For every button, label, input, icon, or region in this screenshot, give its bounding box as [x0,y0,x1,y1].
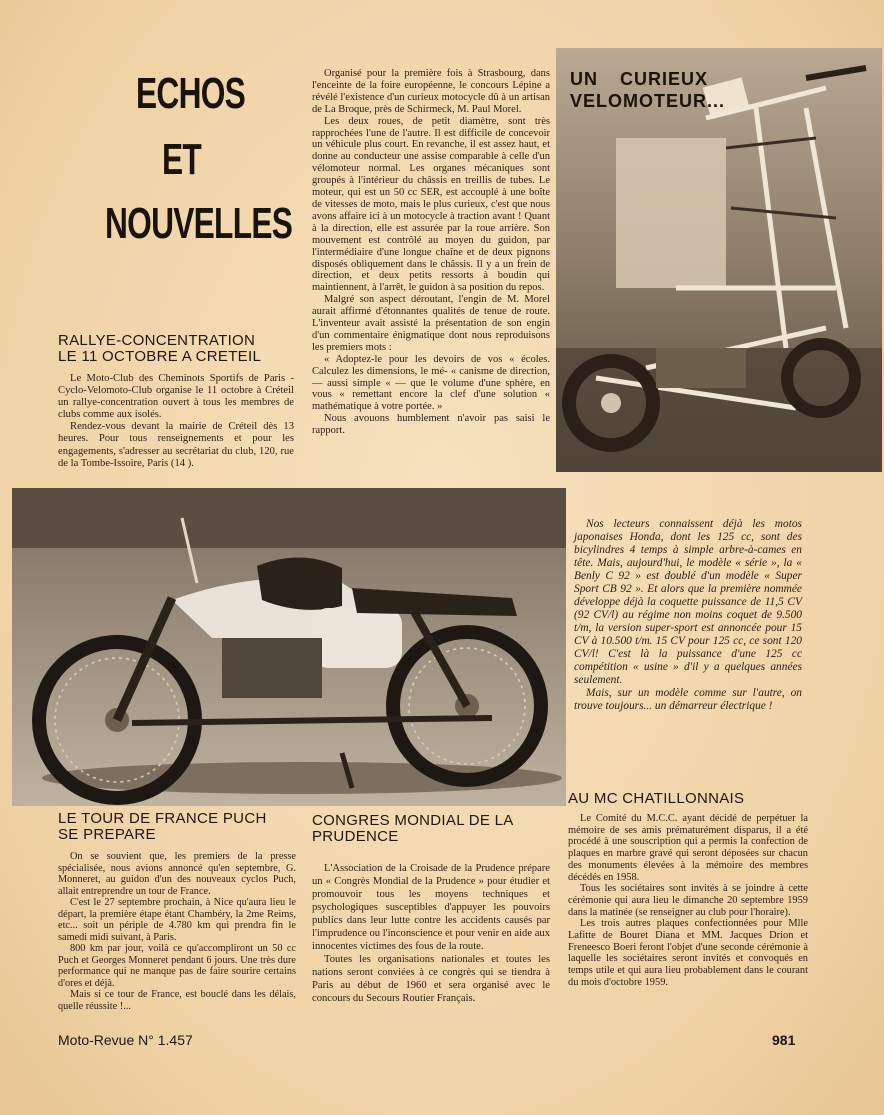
honda-photo [12,488,566,806]
congres-heading [312,813,552,845]
puch-paragraph: 800 km par jour, voilà ce qu'accompliront un 50 cc Puch et Georges Monneret pendant 6 jours. Une très dure performance qui ne manque pas de faire sourire certains d'ores et déjà. [58,943,296,989]
puch-heading-line1: LE TOUR DE FRANCE PUCH [58,810,267,827]
congres-body [312,862,550,1005]
chatillon-paragraph: Les trois autres plaques confectionnées pour Mlle Lafitte de Bouret Diana et MM. Jacques Drion et Freneesco Boeri feront l'objet d'une seconde cérémonie à laquelle les sociétaires seront invités et convoqués en temps utile et qui aura lieu probablement dans le courant du mois d'octobre 1959. [568,918,808,988]
puch-heading-line2: SE PREPARE [58,826,156,843]
strasbourg-paragraph: Organisé pour la première fois à Strasbourg, dans l'enceinte de la foire européenne, le concours Lépine a révélé l'existence d'un curieux motocycle dû à un artisan de La Broque, près de Schirmeck, M. Paul Morel. [312,68,550,115]
honda-paragraph: Nos lecteurs connaissent déjà les motos japonaises Honda, dont les 125 cc, sont des bicylindres 4 temps à simple arbre-à-cames en tête. Mais, aujourd'hui, le modèle « série », la « Benly C 92 » est doublé d'un modèle « Super Sport CB 92 ». Et alors que la première nommée développe déjà la coquette puissance de 11,5 CV (92 CV/l) au régime non moins coquet de 9.500 t/m, la version super-sport est annoncée pour 15 CV à 10.500 t/m. 15 CV pour 125 cc, ce sont 120 CV/l! C'est là la puissance d'une 125 cc compétition « usine » d'il y a quelques années seulement. [574,518,802,686]
congres-heading-line1: CONGRES MONDIAL DE LA [312,812,514,829]
chatillon-paragraph: Tous les sociétaires sont invités à se joindre à cette cérémonie qui aura lieu le dimanche 20 septembre 1959 dans la matinée (se renseigner au club pour l'horaire). [568,883,808,918]
page-number: 981 [772,1032,796,1048]
congres-paragraph: L'Association de la Croisade de la Prudence prépare un « Congrès Mondial de la Prudence » pour étudier et promouvoir tous les moyens techniques et psychologiques susceptibles d'appuyer les pouvoirs publics dans leur lutte contre les accidents causés par l'imprudence ou l'inconscience et pour venir en aide aux innocentes victimes des fous de la route. [312,863,550,952]
puch-paragraph: On se souvient que, les premiers de la presse spécialisée, nous avions annoncé qu'en septembre, G. Monneret, au guidon d'un des nouveaux cyclos Puch, allait entreprendre un tour de France. [58,851,296,897]
caption-line2: VELOMOTEUR... [570,91,726,111]
strasbourg-paragraph: Nous avouons humblement n'avoir pas saisi le rapport. [312,413,550,437]
strasbourg-paragraph: Malgré son aspect déroutant, l'engin de M. Morel aurait affirmé d'étonnantes qualités de tenue de route. L'inventeur avait assisté la présentation de son engin d'un commentaire énigmatique dont nous reproduisons les premiers mots : [312,294,550,353]
title-echos: ECHOS [136,69,246,118]
rallye-heading-line1: RALLYE-CONCENTRATION [58,332,256,349]
strasbourg-body [312,68,550,437]
congres-heading-line2: PRUDENCE [312,828,399,845]
strasbourg-paragraph: Les deux roues, de petit diamètre, sont très rapprochées l'une de l'autre. Il est difficile de concevoir un véhicule plus court. En revanche, il est assez haut, et donne au conducteur une assise comparable à celle d'un vélomoteur normal. Les organes mécaniques sont groupés à l'intérieur du châssis en treillis de tubes. Le moteur, qui est un 50 cc SER, est accouplé à une boîte de vitesses de moto, mais le plus curieux, c'est que nous avons affaire ici à un motocycle à traction avant ! Quant à la direction, elle est assurée par la roue arrière. Son mouvement est contrôlé au moyen du guidon, par l'intermédiaire d'une longue chaîne et de deux pignons disposés obliquement dans le châssis. Il y a un frein de direction, et deux petits ressorts à boudin qui maintiennent, à l'arrêt, le guidon à sa position du repos. [312,115,550,294]
chatillon-heading: AU MC CHATILLONNAIS [568,790,745,807]
puch-body [58,851,296,1012]
chatillon-body [568,813,808,989]
velomoteur-photo [556,48,882,472]
puch-paragraph: Mais si ce tour de France, est bouclé dans les délais, quelle réussite !... [58,989,296,1012]
caption-line1: UN CURIEUX [570,69,709,89]
puch-paragraph: C'est le 27 septembre prochain, à Nice qu'aura lieu le départ, la première étape étant Chambéry, la 2me Reims, etc... soit un périple de 4.780 km qui prendra fin le samedi midi suivant, à Paris. [58,897,296,943]
strasbourg-paragraph: « Adoptez-le pour les devoirs de vos « écoles. Calculez les dimensions, le mé- « canisme de direction, — aussi simple « — que le volume d'une sphère, en vous « remettant encore la clef d'une solution « mathématique à votre portée. » [312,353,550,413]
magazine-issue: Moto-Revue N° 1.457 [58,1032,193,1048]
title-et: ET [162,135,202,184]
honda-paragraph: Mais, sur un modèle comme sur l'autre, on trouve toujours... un démarreur électrique ! [574,687,802,712]
rallye-paragraph: Le Moto-Club des Cheminots Sportifs de Paris - Cyclo-Velomoto-Club organise le 11 octobre à Créteil un rallye-concentration ouvert à tous les membres de clubs comme aux isolés. [58,373,294,421]
rallye-heading [58,333,288,365]
chatillon-paragraph: Le Comité du M.C.C. ayant décidé de perpétuer la mémoire de ses amis prématurément disparus, il a été procédé à une souscription qui a permis la confection de plaques en marbre gravé qui seront déposées sur chacun des monuments élevées à la mémoire des membres décédés en 1958. [568,813,808,883]
velomoteur-caption [570,68,725,112]
puch-heading [58,811,298,843]
rallye-heading-line2: LE 11 OCTOBRE A CRETEIL [58,348,262,365]
honda-motorcycle-illustration [12,488,566,806]
rallye-paragraph: Rendez-vous devant la mairie de Créteil dès 13 heures. Pour tous renseignements et pour les engagements, s'adresser au secrétariat du club, 120, rue de la Tombe-Issoire, Paris (14 ). [58,421,294,469]
congres-paragraph: Toutes les organisations nationales et toutes les nations seront conviées à ce congrès qui se tiendra à Paris au début de 1960 et sera organisé avec le concours du Secours Routier Français. [312,954,550,1004]
rallye-body [58,373,294,470]
title-nouvelles: NOUVELLES [105,199,293,248]
honda-body [574,518,802,713]
